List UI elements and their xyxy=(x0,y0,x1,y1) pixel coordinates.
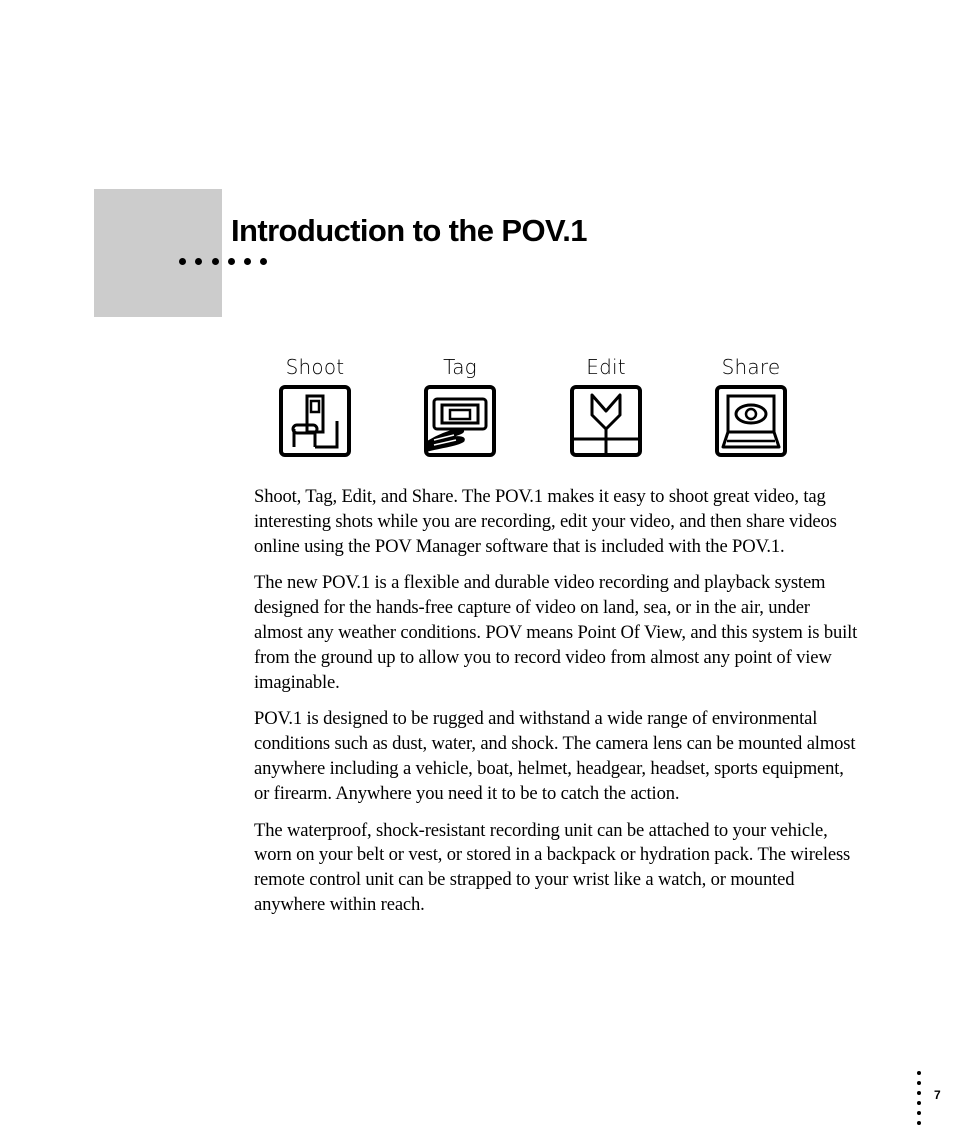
paragraph: The new POV.1 is a flexible and durable video recording and playback system designed for the hands-free capture of video on land, sea, or in the air, under almost any weather conditions. POV means Point Of View, and this system is built from the ground up to allow you to record video from almost any point of view imaginable. xyxy=(254,572,858,693)
edit-icon xyxy=(570,385,642,457)
feature-icons xyxy=(270,352,800,462)
feature-label: Share xyxy=(721,355,781,379)
feature-label: Shoot xyxy=(285,355,345,379)
decorative-dot xyxy=(212,258,219,265)
decorative-dot xyxy=(244,258,251,265)
body-text xyxy=(254,485,858,930)
feature-edit xyxy=(551,352,661,457)
decorative-dot xyxy=(917,1081,921,1085)
title-dots xyxy=(179,258,267,266)
decorative-dot xyxy=(179,258,186,265)
paragraph: The waterproof, shock-resistant recording unit can be attached to your vehicle, worn on your belt or vest, or stored in a backpack or hydration pack. The wireless remote control unit can be strapped to your wrist like a watch, or mounted anywhere within reach. xyxy=(254,819,851,915)
feature-label: Tag xyxy=(443,355,477,379)
feature-label: Edit xyxy=(586,355,626,379)
feature-tag xyxy=(405,352,515,457)
paragraph: Shoot, Tag, Edit, and Share. The POV.1 makes it easy to shoot great video, tag interesting shots while you are recording, edit your video, and then share videos online using the POV Manager software that is included with the POV.1. xyxy=(254,486,837,557)
feature-shoot xyxy=(260,352,370,457)
shoot-icon xyxy=(279,385,351,457)
decorative-dot xyxy=(195,258,202,265)
page-number: 7 xyxy=(934,1088,941,1102)
decorative-dot xyxy=(260,258,267,265)
tag-icon xyxy=(424,385,496,457)
chapter-block xyxy=(94,189,222,317)
page-title: Introduction to the POV.1 xyxy=(231,213,587,248)
decorative-dot xyxy=(917,1121,921,1125)
decorative-dot xyxy=(917,1111,921,1115)
decorative-dot xyxy=(917,1101,921,1105)
decorative-dot xyxy=(917,1071,921,1075)
page-dots xyxy=(917,1071,923,1125)
decorative-dot xyxy=(228,258,235,265)
paragraph: POV.1 is designed to be rugged and withstand a wide range of environmental conditions such as dust, water, and shock. The camera lens can be mounted almost anywhere including a vehicle, boat, helmet, headgear, headset, sports equipment, or firearm. Anywhere you need it to be to catch the action. xyxy=(254,708,856,804)
decorative-dot xyxy=(917,1091,921,1095)
feature-share xyxy=(696,352,806,457)
share-icon xyxy=(715,385,787,457)
